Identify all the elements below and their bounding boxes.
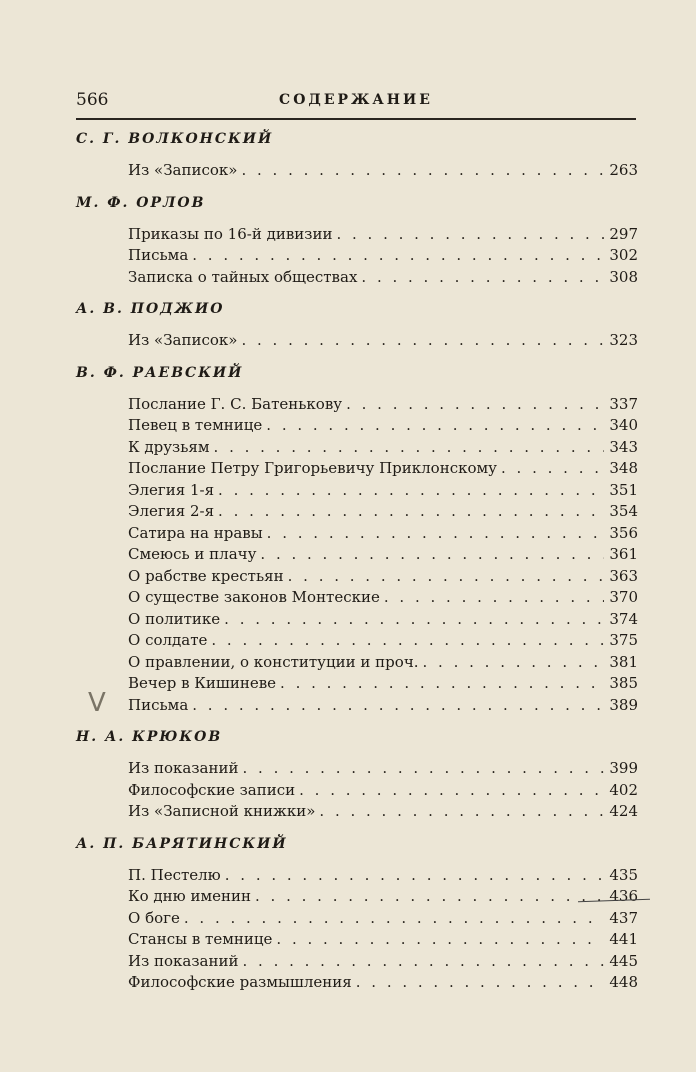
entry-page-number: 361 (609, 545, 638, 563)
entry-page-number: 385 (609, 674, 638, 692)
toc-entry (76, 160, 638, 182)
dot-leader (361, 267, 604, 289)
dot-leader (218, 480, 604, 502)
entry-page-number: 348 (609, 459, 638, 477)
toc-entry (76, 673, 638, 695)
toc-entry (76, 245, 638, 267)
entry-page-number: 445 (609, 951, 638, 970)
entry-title: Певец в темнице (128, 416, 263, 434)
entry-title: Элегия 1-я (128, 480, 215, 499)
entry-title: К друзьям (128, 437, 210, 456)
entry-title: О существе законов Монтеские (128, 588, 380, 606)
toc-entry (76, 437, 638, 459)
entry-title: Стансы в темнице (128, 930, 273, 948)
toc-section (76, 128, 638, 182)
entry-page-number: 374 (609, 609, 638, 628)
entry-title: Из «Записной книжки» (128, 802, 316, 820)
dot-leader (276, 929, 604, 951)
entry-title: Из «Записок» (128, 161, 238, 179)
toc-entry (76, 587, 638, 609)
entry-page-number: 437 (609, 908, 638, 927)
entry-page-number: 402 (609, 780, 638, 799)
toc-entry (76, 801, 638, 823)
header-rule (76, 118, 636, 120)
entry-page-number: 381 (609, 652, 638, 671)
dot-leader (356, 972, 604, 994)
entry-title: Философские записи (128, 780, 296, 799)
section-author: А. П. БАРЯТИНСКИЙ (76, 835, 288, 852)
entry-title: О боге (128, 908, 180, 927)
entry-page-number: 297 (609, 224, 638, 243)
page-number: 566 (76, 90, 109, 110)
dot-leader (346, 394, 604, 416)
dot-leader (243, 951, 605, 973)
entry-page-number: 323 (609, 331, 638, 349)
page-header (76, 90, 636, 116)
toc-entry (76, 908, 638, 930)
dot-leader (267, 523, 604, 545)
entry-page-number: 340 (609, 416, 638, 434)
toc-entry (76, 394, 638, 416)
dot-leader (266, 415, 604, 437)
entry-page-number: 441 (609, 930, 638, 948)
table-of-contents (76, 128, 638, 1004)
entry-page-number: 435 (609, 865, 638, 884)
toc-entry (76, 865, 638, 887)
dot-leader (299, 780, 604, 802)
toc-section (76, 298, 638, 352)
toc-entry (76, 886, 638, 908)
section-author: В. Ф. РАЕВСКИЙ (76, 364, 244, 381)
entry-title: О рабстве крестьян (128, 566, 284, 585)
entry-page-number: 399 (609, 759, 638, 777)
pencil-check-mark: V (88, 688, 106, 718)
toc-entry (76, 929, 638, 951)
entry-title: Смеюсь и плачу (128, 545, 257, 563)
entry-title: Вечер в Кишиневе (128, 674, 277, 692)
toc-entry (76, 780, 638, 802)
dot-leader (225, 865, 604, 887)
section-author: С. Г. ВОЛКОНСКИЙ (76, 131, 274, 147)
entry-title: Записка о тайных обществах (128, 267, 358, 286)
toc-entry (76, 652, 638, 674)
entry-page-number: 308 (609, 267, 638, 286)
dot-leader (211, 630, 604, 652)
entry-title: Приказы по 16-й дивизии (128, 224, 333, 243)
dot-leader (184, 908, 604, 930)
entry-title: Письма (128, 246, 189, 264)
entry-page-number: 351 (609, 480, 638, 499)
dot-leader (280, 673, 604, 695)
entry-title: Из показаний (128, 951, 239, 970)
dot-leader (241, 160, 604, 182)
dot-leader (255, 886, 604, 908)
dot-leader (501, 458, 604, 480)
entry-page-number: 337 (609, 394, 638, 413)
entry-title: Из «Записок» (128, 331, 238, 349)
dot-leader (319, 801, 604, 823)
entry-page-number: 370 (609, 588, 638, 606)
toc-entry (76, 566, 638, 588)
dot-leader (243, 758, 605, 780)
dot-leader (384, 587, 604, 609)
entry-title: О правлении, о конституции и проч. (128, 652, 419, 671)
dot-leader (336, 224, 604, 246)
entry-title: Ко дню именин (128, 887, 252, 905)
running-title: СОДЕРЖАНИЕ (279, 92, 433, 108)
toc-entry (76, 951, 638, 973)
entry-page-number: 302 (609, 246, 638, 264)
toc-entry (76, 758, 638, 780)
toc-entry (76, 330, 638, 352)
entry-title: Из показаний (128, 759, 239, 777)
toc-section (76, 192, 638, 289)
section-author: Н. А. КРЮКОВ (76, 729, 223, 745)
toc-entry (76, 224, 638, 246)
entry-page-number: 436 (609, 887, 638, 905)
entry-page-number: 356 (609, 523, 638, 542)
toc-entry (76, 544, 638, 566)
toc-entry (76, 972, 638, 994)
entry-title: Послание Г. С. Батенькову (128, 394, 343, 413)
entry-title: О солдате (128, 631, 208, 649)
toc-section (76, 362, 638, 717)
entry-title: Письма (128, 695, 189, 714)
dot-leader (192, 245, 604, 267)
dot-leader (241, 330, 604, 352)
toc-entry (76, 609, 638, 631)
dot-leader (214, 437, 604, 459)
toc-section (76, 726, 638, 823)
dot-leader (192, 695, 604, 717)
entry-page-number: 343 (609, 437, 638, 456)
entry-title: О политике (128, 609, 221, 628)
section-author: А. В. ПОДЖИО (76, 301, 225, 317)
dot-leader (218, 501, 604, 523)
toc-entry (76, 501, 638, 523)
entry-page-number: 263 (609, 161, 638, 179)
entry-title: П. Пестелю (128, 865, 221, 884)
entry-title: Послание Петру Григорьевичу Приклонскому (128, 459, 498, 477)
entry-title: Элегия 2-я (128, 502, 215, 520)
dot-leader (260, 544, 604, 566)
toc-entry (76, 695, 638, 717)
toc-entry (76, 415, 638, 437)
entry-page-number: 375 (609, 631, 638, 649)
dot-leader (423, 652, 604, 674)
dot-leader (224, 609, 604, 631)
entry-page-number: 354 (609, 502, 638, 520)
toc-entry (76, 630, 638, 652)
toc-entry (76, 480, 638, 502)
section-author: М. Ф. ОРЛОВ (76, 194, 206, 211)
entry-page-number: 424 (609, 802, 638, 820)
entry-page-number: 389 (609, 695, 638, 714)
toc-entry (76, 458, 638, 480)
entry-page-number: 448 (609, 973, 638, 991)
entry-title: Сатира на нравы (128, 523, 263, 542)
toc-section (76, 833, 638, 994)
entry-title: Философские размышления (128, 973, 352, 991)
dot-leader (288, 566, 604, 588)
entry-page-number: 363 (609, 566, 638, 585)
toc-entry (76, 523, 638, 545)
toc-entry (76, 267, 638, 289)
